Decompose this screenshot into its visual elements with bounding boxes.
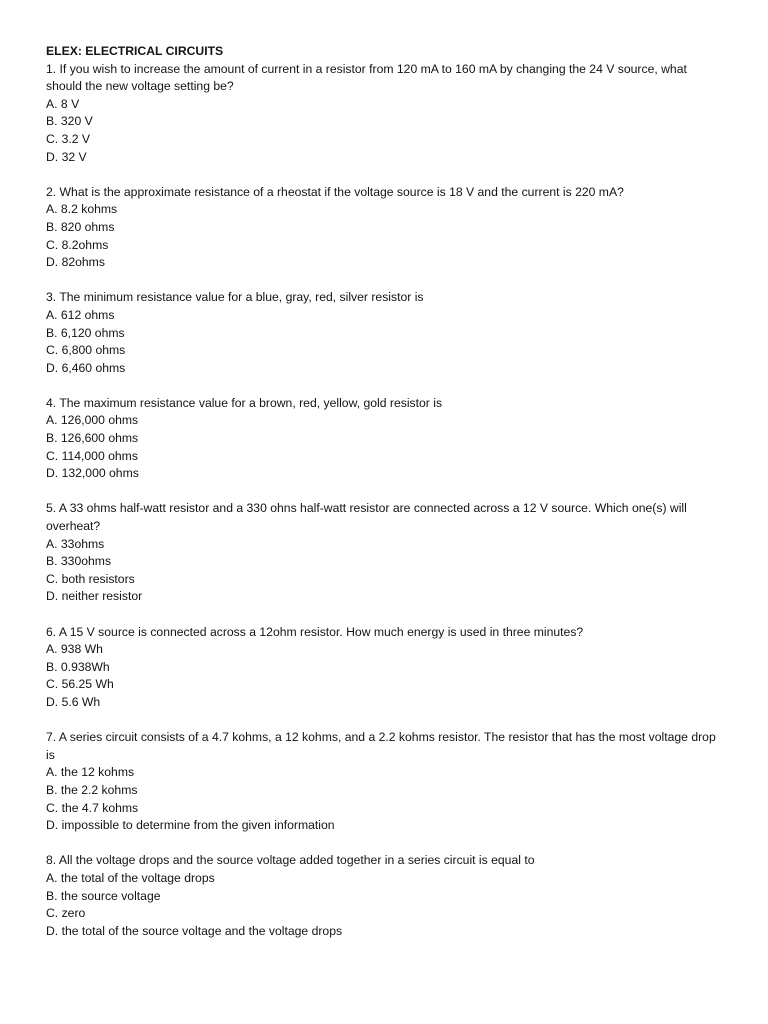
question-text: 7. A series circuit consists of a 4.7 kohms, a 12 kohms, and a 2.2 kohms resistor. The resistor that has the most voltage drop is <box>46 730 716 762</box>
choice-a: A. 612 ohms <box>46 307 115 322</box>
choice-d: D. impossible to determine from the given information <box>46 818 335 833</box>
question-text: 3. The minimum resistance value for a blue, gray, red, silver resistor is <box>46 290 424 305</box>
choice-a: A. 938 Wh <box>46 642 103 657</box>
question-7 <box>46 729 726 835</box>
choice-b: B. 6,120 ohms <box>46 325 125 340</box>
choice-b: B. the 2.2 kohms <box>46 782 138 797</box>
choice-b: B. the source voltage <box>46 888 161 903</box>
question-1 <box>46 61 726 167</box>
choice-d: D. 132,000 ohms <box>46 466 139 481</box>
choice-list <box>46 764 726 834</box>
question-text: 1. If you wish to increase the amount of current in a resistor from 120 mA to 160 mA by changing the 24 V source, what should the new voltage setting be? <box>46 61 687 94</box>
choice-d: D. 5.6 Wh <box>46 694 101 709</box>
choice-a: A. the total of the voltage drops <box>46 870 215 885</box>
question-8 <box>46 852 726 940</box>
choice-c: C. both resistors <box>46 571 135 586</box>
choice-a: A. 126,000 ohms <box>46 413 139 428</box>
choice-a: A. 8.2 kohms <box>46 202 118 217</box>
choice-list <box>46 96 726 166</box>
question-text: 5. A 33 ohms half-watt resistor and a 330 ohns half-watt resistor are connected across a 12 V source. Which one(s) will overheat? <box>46 501 687 534</box>
choice-b: B. 320 V <box>46 114 93 129</box>
choice-b: B. 126,600 ohms <box>46 431 139 446</box>
choice-list <box>46 307 726 377</box>
choice-b: B. 0.938Wh <box>46 659 110 674</box>
choice-c: C. 56.25 Wh <box>46 677 114 692</box>
document-title: ELEX: ELECTRICAL CIRCUITS <box>46 44 224 58</box>
question-text: 8. All the voltage drops and the source voltage added together in a series circuit is equal to <box>46 853 535 868</box>
question-2 <box>46 184 726 272</box>
choice-c: C. the 4.7 kohms <box>46 800 139 815</box>
choice-c: C. 6,800 ohms <box>46 343 126 358</box>
question-5 <box>46 500 726 606</box>
choice-c: C. 3.2 V <box>46 131 91 146</box>
choice-list <box>46 536 726 606</box>
choice-c: C. zero <box>46 906 86 921</box>
choice-d: D. 32 V <box>46 149 87 164</box>
choice-d: D. 82ohms <box>46 255 105 270</box>
choice-a: A. 33ohms <box>46 536 105 551</box>
choice-b: B. 330ohms <box>46 554 112 569</box>
choice-list <box>46 201 726 271</box>
question-6 <box>46 624 726 712</box>
choice-c: C. 8.2ohms <box>46 237 109 252</box>
question-text: 2. What is the approximate resistance of a rheostat if the voltage source is 18 V and the current is 220 mA? <box>46 184 624 199</box>
choice-a: A. 8 V <box>46 96 80 111</box>
document-page <box>46 43 726 958</box>
choice-list <box>46 412 726 482</box>
choice-b: B. 820 ohms <box>46 219 115 234</box>
choice-list <box>46 870 726 940</box>
choice-c: C. 114,000 ohms <box>46 448 138 463</box>
question-3 <box>46 289 726 377</box>
question-4 <box>46 395 726 483</box>
choice-d: D. the total of the source voltage and the voltage drops <box>46 923 343 938</box>
choice-a: A. the 12 kohms <box>46 765 135 780</box>
choice-d: D. 6,460 ohms <box>46 360 126 375</box>
question-text: 6. A 15 V source is connected across a 12ohm resistor. How much energy is used in three minutes? <box>46 624 584 639</box>
choice-list <box>46 641 726 711</box>
question-text: 4. The maximum resistance value for a brown, red, yellow, gold resistor is <box>46 395 443 410</box>
choice-d: D. neither resistor <box>46 589 143 604</box>
